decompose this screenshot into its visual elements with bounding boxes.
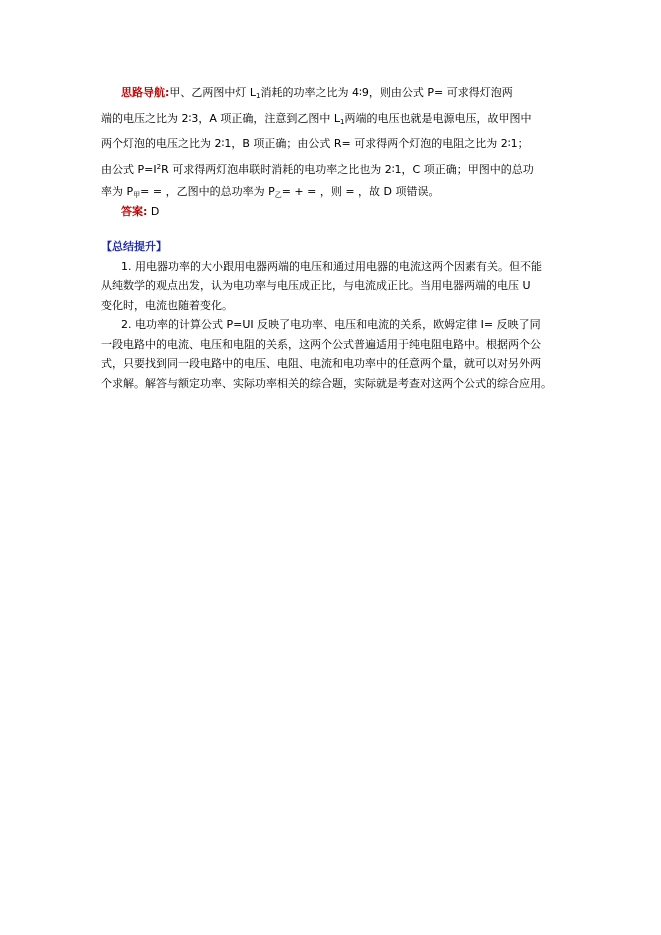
answer-value: D	[147, 205, 160, 218]
summary-p2-line-4: 个求解。解答与额定功率、实际功率相关的综合题，实际就是考查对这两个公式的综合应用。	[101, 376, 552, 390]
summary-title	[101, 237, 587, 257]
summary-p2-line-1: 2. 电功率的计算公式 P=UI 反映了电功率、电压和电流的关系，欧姆定律 I= 反映了同	[121, 318, 541, 331]
analysis-text: 端的电压之比为 2∶3，A 项正确，注意到乙图中 L	[101, 111, 341, 125]
answer-line	[121, 201, 159, 224]
analysis-text: 消耗的功率之比为 4∶9，则由公式 P= 可求得灯泡两	[260, 86, 513, 99]
summary-p1-line-3: 变化时，电流也随着变化。	[101, 298, 233, 312]
subscript: 乙	[274, 191, 282, 199]
analysis-line-4	[101, 156, 571, 182]
analysis-label: 思路导航:	[121, 86, 170, 99]
analysis-line-3: 两个灯泡的电压之比为 2∶1，B 项正确；由公式 R= 可求得两个灯泡的电阻之比为 2∶1；	[101, 137, 529, 150]
subscript: 1	[340, 117, 345, 126]
analysis-text: 由公式 P=I	[101, 162, 157, 176]
analysis-line-2	[101, 108, 571, 134]
superscript: 2	[156, 162, 162, 171]
summary-title-text: 【总结提升】	[101, 240, 167, 253]
answer-label: 答案:	[121, 205, 148, 218]
analysis-line-1	[101, 82, 571, 108]
subscript: 1	[256, 92, 261, 100]
summary-p1-line-2: 从纯数学的观点出发，认为电功率与电压成正比，与电流成正比。当用电器两端的电压 U	[101, 279, 531, 292]
analysis-paragraph	[101, 82, 571, 207]
analysis-text: 两端的电压也就是电源电压，故甲图中	[344, 111, 532, 125]
summary-p2-line-2: 一段电路中的电流、电压和电阻的关系，这两个公式普遍适用于纯电阻电路中。根据两个公	[101, 337, 541, 351]
analysis-text: R 可求得两灯泡串联时消耗的电功率之比也为 2∶1，C 项正确；甲图中的总功	[161, 162, 534, 176]
analysis-line-5	[101, 181, 571, 207]
analysis-text: = + = ，则 = ，故 D 项错误。	[281, 185, 440, 198]
analysis-text: = = ，乙图中的总功率为 P	[140, 185, 275, 198]
summary-p1-line-1: 1. 用电器功率的大小跟用电器两端的电压和通过用电器的电流这两个因素有关。但不能	[121, 259, 542, 273]
subscript: 甲	[133, 191, 141, 199]
summary-section	[101, 237, 587, 393]
analysis-text: 率为 P	[101, 185, 134, 198]
summary-p2-line-3: 式，只要找到同一段电路中的电压、电阻、电流和电功率中的任意两个量，就可以对另外两	[101, 357, 541, 370]
analysis-text: 甲、乙两图中灯 L	[169, 86, 257, 99]
